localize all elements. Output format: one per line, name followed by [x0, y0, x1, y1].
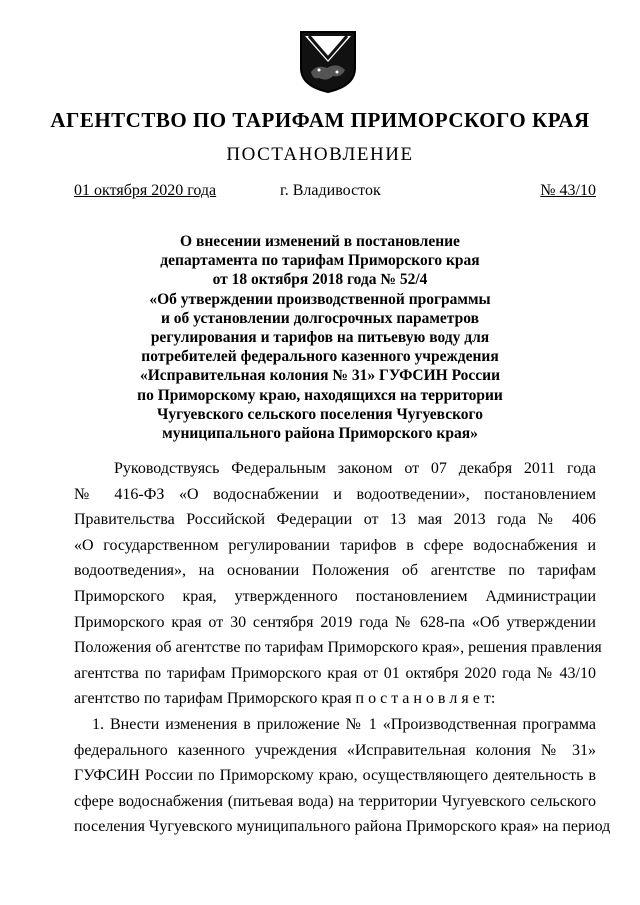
body-line: агентство по тарифам Приморского края п о с т а н о в л я е т:: [74, 690, 496, 708]
body-line: водоотведения», на основании Положения об агентстве по тарифам: [74, 562, 596, 580]
title-line: О внесении изменений в постановление: [180, 233, 460, 250]
document-number: № 43/10: [540, 182, 596, 199]
body-line: 1. Внести изменения в приложение № 1 «Производственная программа: [92, 715, 596, 733]
body-line: сфере водоснабжения (питьевая вода) на территории Чугуевского сельского: [74, 792, 596, 810]
agency-name: АГЕНТСТВО ПО ТАРИФАМ ПРИМОРСКОГО КРАЯ: [50, 108, 590, 132]
body-line: Приморского края от 30 сентября 2019 года № 628-па «Об утверждении: [74, 613, 596, 631]
title-line: от 18 октября 2018 года № 52/4: [212, 271, 428, 289]
body-line: «О государственном регулировании тарифов в сфере водоснабжения и: [74, 536, 596, 554]
document-type: ПОСТАНОВЛЕНИЕ: [226, 144, 414, 165]
body-line: поселения Чугуевского муниципального района Приморского края» на период: [74, 818, 611, 836]
document-city: г. Владивосток: [280, 182, 381, 199]
body-line: Приморского края, утвержденного постановлением Администрации: [74, 587, 596, 605]
title-line: и об установлении долгосрочных параметров: [161, 309, 479, 327]
title-line: потребителей федерального казенного учреждения: [141, 348, 499, 366]
body-line: ГУФСИН России по Приморскому краю, осуществляющего деятельность в: [74, 767, 596, 785]
coat-of-arms-emblem: [297, 28, 359, 94]
body-line: № 416-ФЗ «О водоснабжении и водоотведении», постановлением: [74, 485, 596, 503]
body-line: федерального казенного учреждения «Исправительная колония № 31»: [74, 741, 596, 759]
document-body: [74, 456, 611, 840]
title-line: Чугуевского сельского поселения Чугуевского: [157, 405, 483, 423]
title-line: департамента по тарифам Приморского края: [160, 252, 480, 270]
title-line: «Об утверждении производственной программы: [149, 290, 491, 308]
body-line: агентства по тарифам Приморского края от 01 октября 2020 года № 43/10: [74, 664, 596, 682]
body-line: Правительства Российской Федерации от 13 мая 2013 года № 406: [74, 511, 596, 529]
body-line: Положения об агентстве по тарифам Приморского края», решения правления: [74, 639, 602, 657]
body-line: Руководствуясь Федеральным законом от 07 декабря 2011 года: [114, 460, 596, 477]
title-line: регулирования и тарифов на питьевую воду для: [150, 329, 490, 347]
title-line: «Исправительная колония № 31» ГУФСИН России: [139, 367, 501, 385]
document-date: 01 октября 2020 года: [74, 182, 217, 199]
title-line: по Приморскому краю, находящихся на территории: [137, 386, 503, 404]
document-title: [60, 232, 580, 443]
title-line: муниципального района Приморского края»: [162, 425, 478, 443]
